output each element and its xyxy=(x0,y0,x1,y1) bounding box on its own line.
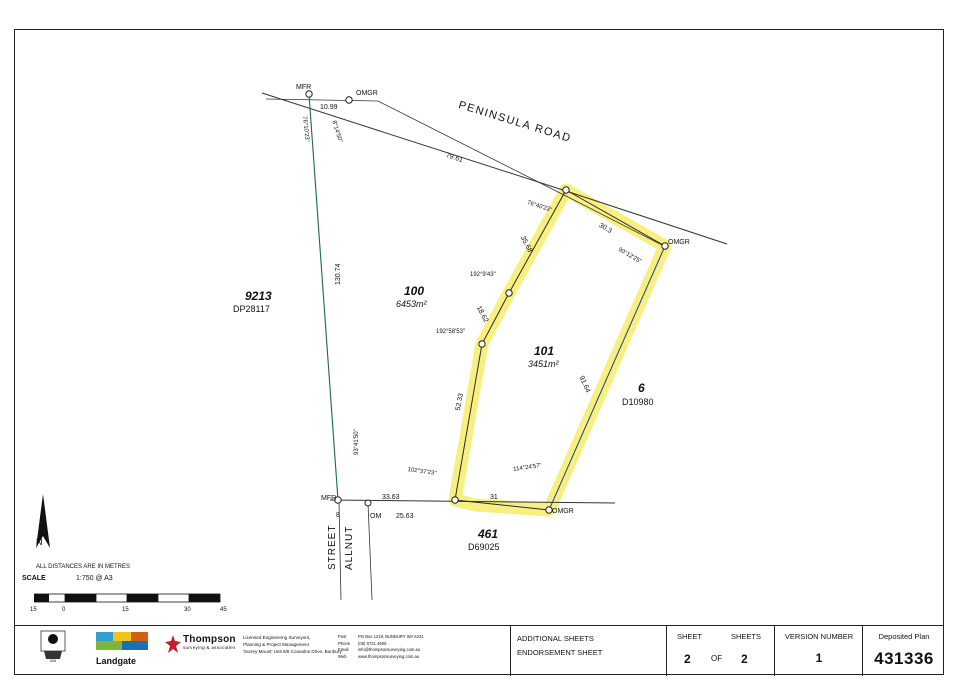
deposited-plan-number: 431336 xyxy=(874,649,934,668)
surveyor-line-3: 'Surrey Mount' Unit 6/8 Coovalne Drive, Bunbury xyxy=(243,649,342,655)
lot-101-highlight xyxy=(455,190,665,510)
sheet-label: SHEET xyxy=(677,632,703,641)
sheet-value: 2 xyxy=(684,652,691,666)
distance-35-68: 35.68 xyxy=(518,235,534,254)
svg-text:WA: WA xyxy=(49,658,57,663)
bearing-9: 93°41'50" xyxy=(354,429,360,455)
boundary-lot101-north xyxy=(566,190,665,246)
distance-91-64: 91.64 xyxy=(577,375,592,394)
scale-tick-0: 15 xyxy=(30,607,37,613)
surveyor-details xyxy=(243,634,342,655)
survey-marks xyxy=(306,91,668,513)
version-label: VERSION NUMBER xyxy=(784,632,854,641)
contact-label-phone: Phone xyxy=(338,640,351,646)
bearing-4: 90°12'25" xyxy=(617,247,643,266)
additional-sheets-cell xyxy=(510,626,666,676)
bearing-7: 102°37'23" xyxy=(407,467,437,477)
bearing-1: 76°10'23" xyxy=(301,116,310,143)
boundary-west xyxy=(309,94,338,500)
landgate-label: Landgate xyxy=(96,656,137,666)
parcel-label-100: 100 xyxy=(404,284,425,298)
scale-label: SCALE xyxy=(22,575,46,582)
thompson-logo xyxy=(165,634,236,650)
parcel-plan-9213: DP28117 xyxy=(233,304,270,314)
deposited-plan-label: Deposited Plan xyxy=(878,632,930,641)
mark-label-omgr-south: OMGR xyxy=(552,508,574,515)
sheets-label: SHEETS xyxy=(731,632,762,641)
mark-label-omgr-top: OMGR xyxy=(356,90,378,97)
scale-bar xyxy=(22,575,240,619)
north-arrow xyxy=(28,492,58,564)
scale-tick-1: 0 xyxy=(62,607,66,613)
distance-130-74: 130.74 xyxy=(335,263,342,285)
contact-value-web: www.thompsonsurveying.com.au xyxy=(358,654,420,660)
version-cell xyxy=(774,626,862,676)
surveyor-line-1: Licensed Engineering Surveyors, xyxy=(243,635,311,640)
distance-30-3: 30.3 xyxy=(597,222,613,235)
thompson-name: Thompson xyxy=(183,634,236,645)
sheet-count-cell xyxy=(666,626,774,676)
landgate-logo xyxy=(96,632,148,666)
deposited-plan-cell xyxy=(862,626,944,676)
boundary-lot101-east xyxy=(549,246,665,510)
parcel-label-9213: 9213 xyxy=(245,289,272,303)
additional-sheets-label: ADDITIONAL SHEETS xyxy=(517,634,594,643)
title-block xyxy=(14,625,944,675)
additional-sheets-value: ENDORSEMENT SHEET xyxy=(517,648,603,657)
north-label: N xyxy=(36,537,43,547)
road-label-street: STREET xyxy=(327,524,338,570)
parcel-label-101: 101 xyxy=(534,344,555,358)
scale-tick-2: 15 xyxy=(122,607,129,613)
sheets-value: 2 xyxy=(741,652,748,666)
surveyor-line-2: Planning & Project Management xyxy=(243,642,309,648)
contact-labels xyxy=(338,634,350,661)
contact-value-email: info@thompsonsurveying.com.au xyxy=(358,647,421,653)
road-label-peninsula: PENINSULA ROAD xyxy=(456,99,573,145)
distance-18-62: 18.62 xyxy=(474,305,490,324)
of-label: OF xyxy=(711,654,723,663)
bearing-6: 192°58'53" xyxy=(436,329,466,335)
bearing-3: 76°40'23" xyxy=(526,200,553,214)
scale-tick-3: 30 xyxy=(184,607,191,613)
parcel-area-100: 6453m² xyxy=(396,299,427,309)
parcel-label-461: 461 xyxy=(478,527,499,541)
version-value: 1 xyxy=(815,651,823,665)
parcel-area-101: 3451m² xyxy=(528,359,559,369)
contact-label-post: Post xyxy=(338,634,347,639)
state-crest-icon xyxy=(38,629,68,663)
distances-note: ALL DISTANCES ARE IN METRES xyxy=(36,564,131,570)
bearing-5: 192°9'43" xyxy=(470,272,496,278)
contact-values xyxy=(358,634,424,661)
distance-10-99: 10.99 xyxy=(320,104,338,111)
thompson-sub: surveying & associates xyxy=(183,645,236,650)
distance-52-33: 52.33 xyxy=(455,392,465,412)
scale-tick-4: 45 xyxy=(220,607,227,613)
scale-value: 1:750 @ A3 xyxy=(76,575,113,582)
road-label-allnut: ALLNUT xyxy=(344,525,355,570)
parcel-plan-461: D69025 xyxy=(468,542,500,552)
mark-label-om: OM xyxy=(370,513,382,520)
bearing-8: 114°24'57" xyxy=(513,463,543,473)
contact-label-web: Web xyxy=(338,654,347,660)
mark-label-mfr-bottom: MFR xyxy=(321,495,337,502)
parcel-label-6: 6 xyxy=(638,381,645,395)
distance-8: 8 xyxy=(336,512,340,519)
mark-label-omgr-east: OMGR xyxy=(668,239,690,246)
contact-value-phone: (08) 9721 4606 xyxy=(358,640,387,646)
distance-33-63: 33.63 xyxy=(382,494,400,501)
parcel-plan-6: D10980 xyxy=(622,397,654,407)
contact-label-email: Email xyxy=(338,647,349,653)
distance-31: 31 xyxy=(490,494,498,501)
contact-value-post: PO Box 1219, BUNBURY WA 6231 xyxy=(358,634,424,639)
distance-79-61: 79.61 xyxy=(444,152,464,165)
mark-label-mfr-top: MFR xyxy=(296,84,312,91)
distance-25-63: 25.63 xyxy=(396,513,414,520)
bearing-2: 8°14'50" xyxy=(330,120,343,144)
